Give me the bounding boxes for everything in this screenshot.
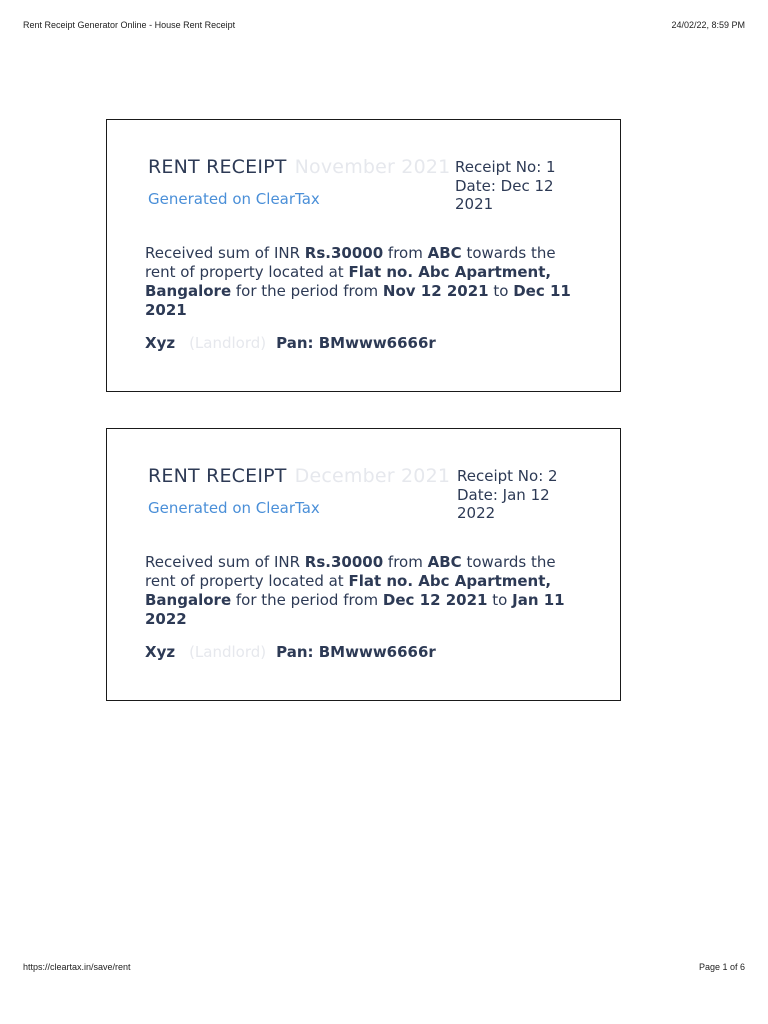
body-text: to	[487, 591, 513, 609]
body-text: Received sum of INR	[145, 244, 305, 262]
receipt-body	[145, 244, 585, 320]
rent-receipt-card	[106, 428, 621, 701]
receipt-meta	[455, 158, 565, 214]
receipt-month: December 2021	[294, 465, 451, 487]
landlord-pan: Pan: BMwww6666r	[276, 643, 436, 661]
body-text: Received sum of INR	[145, 553, 305, 571]
receipt-body	[145, 553, 585, 629]
landlord-name: Xyz	[145, 643, 176, 661]
landlord-role: (Landlord)	[189, 643, 267, 661]
rent-amount: Rs.30000	[304, 244, 384, 262]
receipt-heading: RENT RECEIPT	[148, 156, 287, 178]
receipt-title	[148, 465, 450, 487]
rent-amount: Rs.30000	[304, 553, 384, 571]
landlord-signature	[145, 643, 436, 661]
body-text: for the period from	[231, 591, 383, 609]
body-text: to	[488, 282, 514, 300]
body-text: from	[383, 553, 428, 571]
landlord-name: Xyz	[145, 334, 176, 352]
body-text: towards the rent of property located at	[145, 553, 556, 590]
receipt-heading: RENT RECEIPT	[148, 465, 287, 487]
receipt-number: Receipt No: 2	[457, 467, 558, 485]
page-number: Page 1 of 6	[698, 962, 745, 972]
receipt-number: Receipt No: 1	[455, 158, 556, 176]
print-header	[23, 20, 745, 30]
receipt-meta	[457, 467, 567, 523]
period-to: Jan 11 2022	[145, 591, 565, 628]
print-datetime: 24/02/22, 8:59 PM	[671, 20, 745, 30]
tenant-name: ABC	[427, 244, 462, 262]
property-address: Flat no. Abc Apartment, Bangalore	[145, 263, 552, 300]
period-to: Dec 11 2021	[145, 282, 571, 319]
property-address: Flat no. Abc Apartment, Bangalore	[145, 572, 552, 609]
tenant-name: ABC	[427, 553, 462, 571]
page-title: Rent Receipt Generator Online - House Rent Receipt	[23, 20, 236, 30]
receipt-title	[148, 156, 450, 178]
receipt-date: Date: Jan 12 2022	[457, 485, 550, 522]
rent-receipt-card	[106, 119, 621, 392]
generated-on-label: Generated on ClearTax	[148, 499, 320, 517]
body-text: for the period from	[231, 282, 383, 300]
receipt-date: Date: Dec 12 2021	[455, 176, 554, 213]
period-from: Nov 12 2021	[382, 282, 489, 300]
print-footer	[23, 962, 745, 972]
landlord-signature	[145, 334, 436, 352]
receipt-month: November 2021	[294, 156, 451, 178]
landlord-role: (Landlord)	[189, 334, 267, 352]
generated-on-label: Generated on ClearTax	[148, 190, 320, 208]
body-text: towards the rent of property located at	[145, 244, 556, 281]
page-url: https://cleartax.in/save/rent	[23, 962, 131, 972]
landlord-pan: Pan: BMwww6666r	[276, 334, 436, 352]
body-text: from	[383, 244, 428, 262]
period-from: Dec 12 2021	[382, 591, 488, 609]
